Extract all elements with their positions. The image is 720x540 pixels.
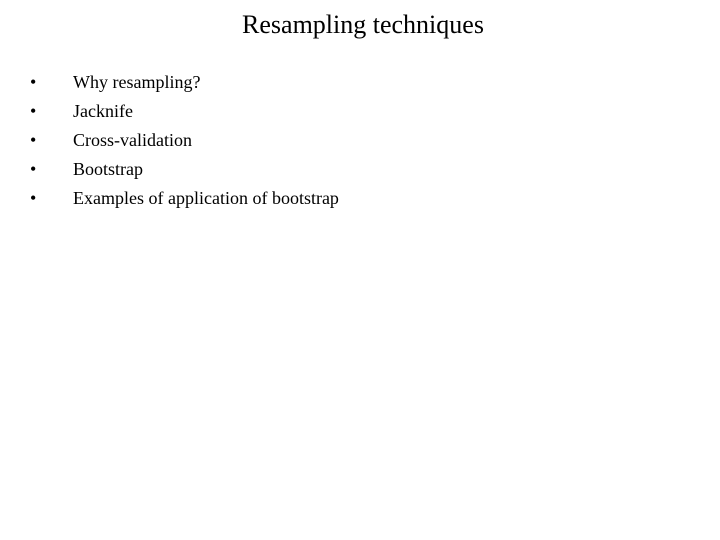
bullet-text: Examples of application of bootstrap [73,188,339,208]
bullet-text: Why resampling? [73,72,201,92]
bullet-icon: • [30,188,37,208]
slide-title: Resampling techniques [242,10,484,39]
bullet-text: Cross-validation [73,130,192,150]
bullet-icon: • [30,72,37,92]
bullet-icon: • [30,101,37,121]
bullet-icon: • [30,130,37,150]
bullet-text: Jacknife [73,101,133,121]
bullet-icon: • [30,159,37,179]
bullet-text: Bootstrap [73,159,143,179]
